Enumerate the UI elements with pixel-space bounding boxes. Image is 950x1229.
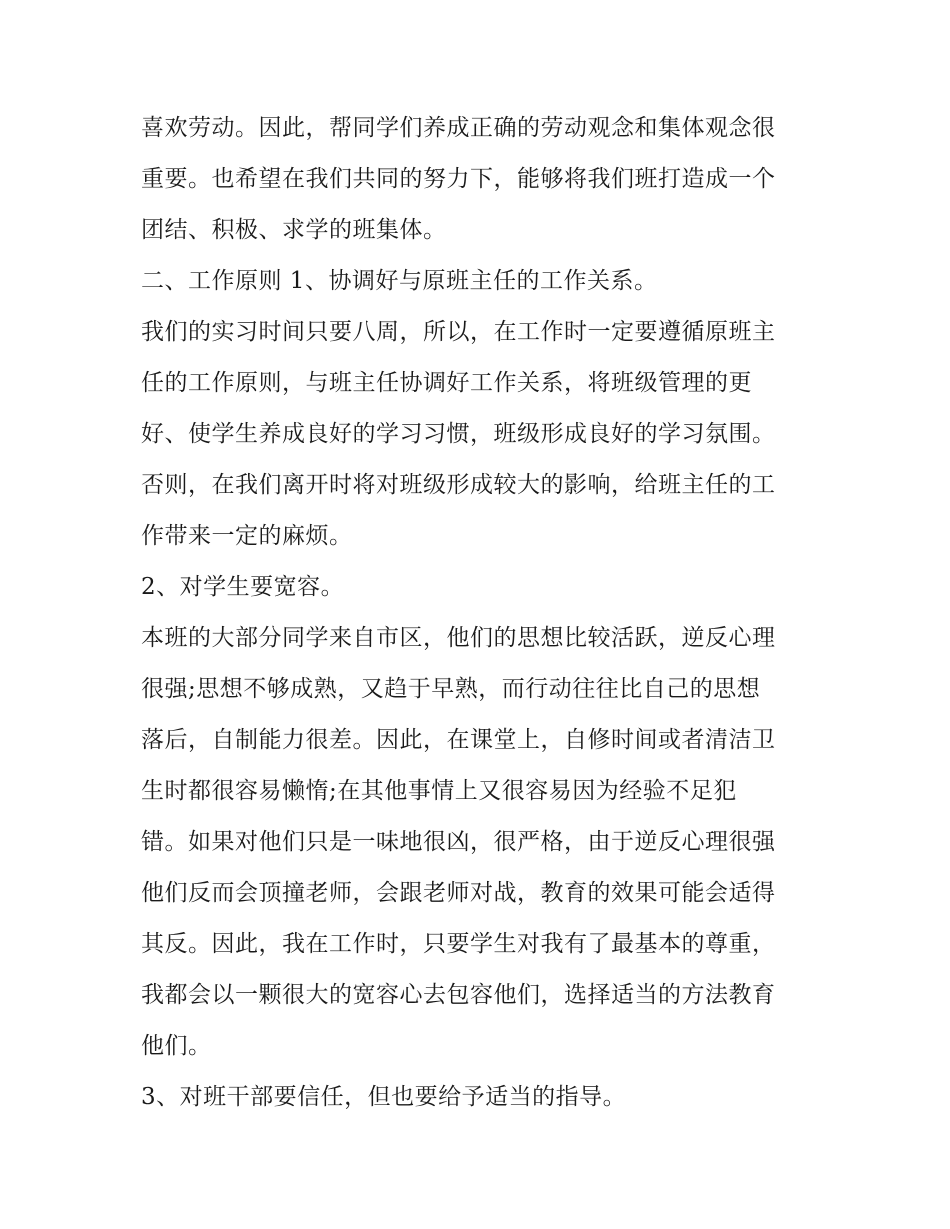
text-line: 他们。	[141, 1033, 212, 1059]
section-heading: 二、工作原则 1、协调好与原班主任的工作关系。	[141, 268, 658, 294]
text-line: 其反。因此，我在工作时，只要学生对我有了最基本的尊重，	[141, 931, 776, 957]
text-line: 生时都很容易懒惰;在其他事情上又很容易因为经验不足犯	[141, 778, 737, 804]
text-line: 作带来一定的麻烦。	[141, 523, 353, 549]
text-line: 重要。也希望在我们共同的努力下，能够将我们班打造成一个	[141, 166, 776, 192]
text-line: 我们的实习时间只要八周，所以，在工作时一定要遵循原班主	[141, 319, 776, 345]
text-line: 我都会以一颗很大的宽容心去包容他们，选择适当的方法教育	[141, 982, 776, 1008]
text-line: 任的工作原则，与班主任协调好工作关系，将班级管理的更	[141, 370, 752, 396]
section-heading: 3、对班干部要信任，但也要给予适当的指导。	[141, 1084, 627, 1110]
section-heading: 2、对学生要宽容。	[141, 574, 345, 600]
text-line: 本班的大部分同学来自市区，他们的思想比较活跃，逆反心理	[141, 625, 776, 651]
text-line: 他们反而会顶撞老师，会跟老师对战，教育的效果可能会适得	[141, 880, 776, 906]
text-line: 团结、积极、求学的班集体。	[141, 217, 447, 243]
text-line: 好、使学生养成良好的学习习惯，班级形成良好的学习氛围。	[141, 421, 776, 447]
text-line: 错。如果对他们只是一味地很凶，很严格，由于逆反心理很强	[141, 829, 776, 855]
text-line: 否则，在我们离开时将对班级形成较大的影响，给班主任的工	[141, 472, 776, 498]
text-line: 喜欢劳动。因此，帮同学们养成正确的劳动观念和集体观念很	[141, 115, 776, 141]
document-body	[141, 108, 817, 1128]
text-line: 很强;思想不够成熟，又趋于早熟，而行动往往比自己的思想	[141, 676, 761, 702]
text-line: 落后，自制能力很差。因此，在课堂上，自修时间或者清洁卫	[141, 727, 776, 753]
